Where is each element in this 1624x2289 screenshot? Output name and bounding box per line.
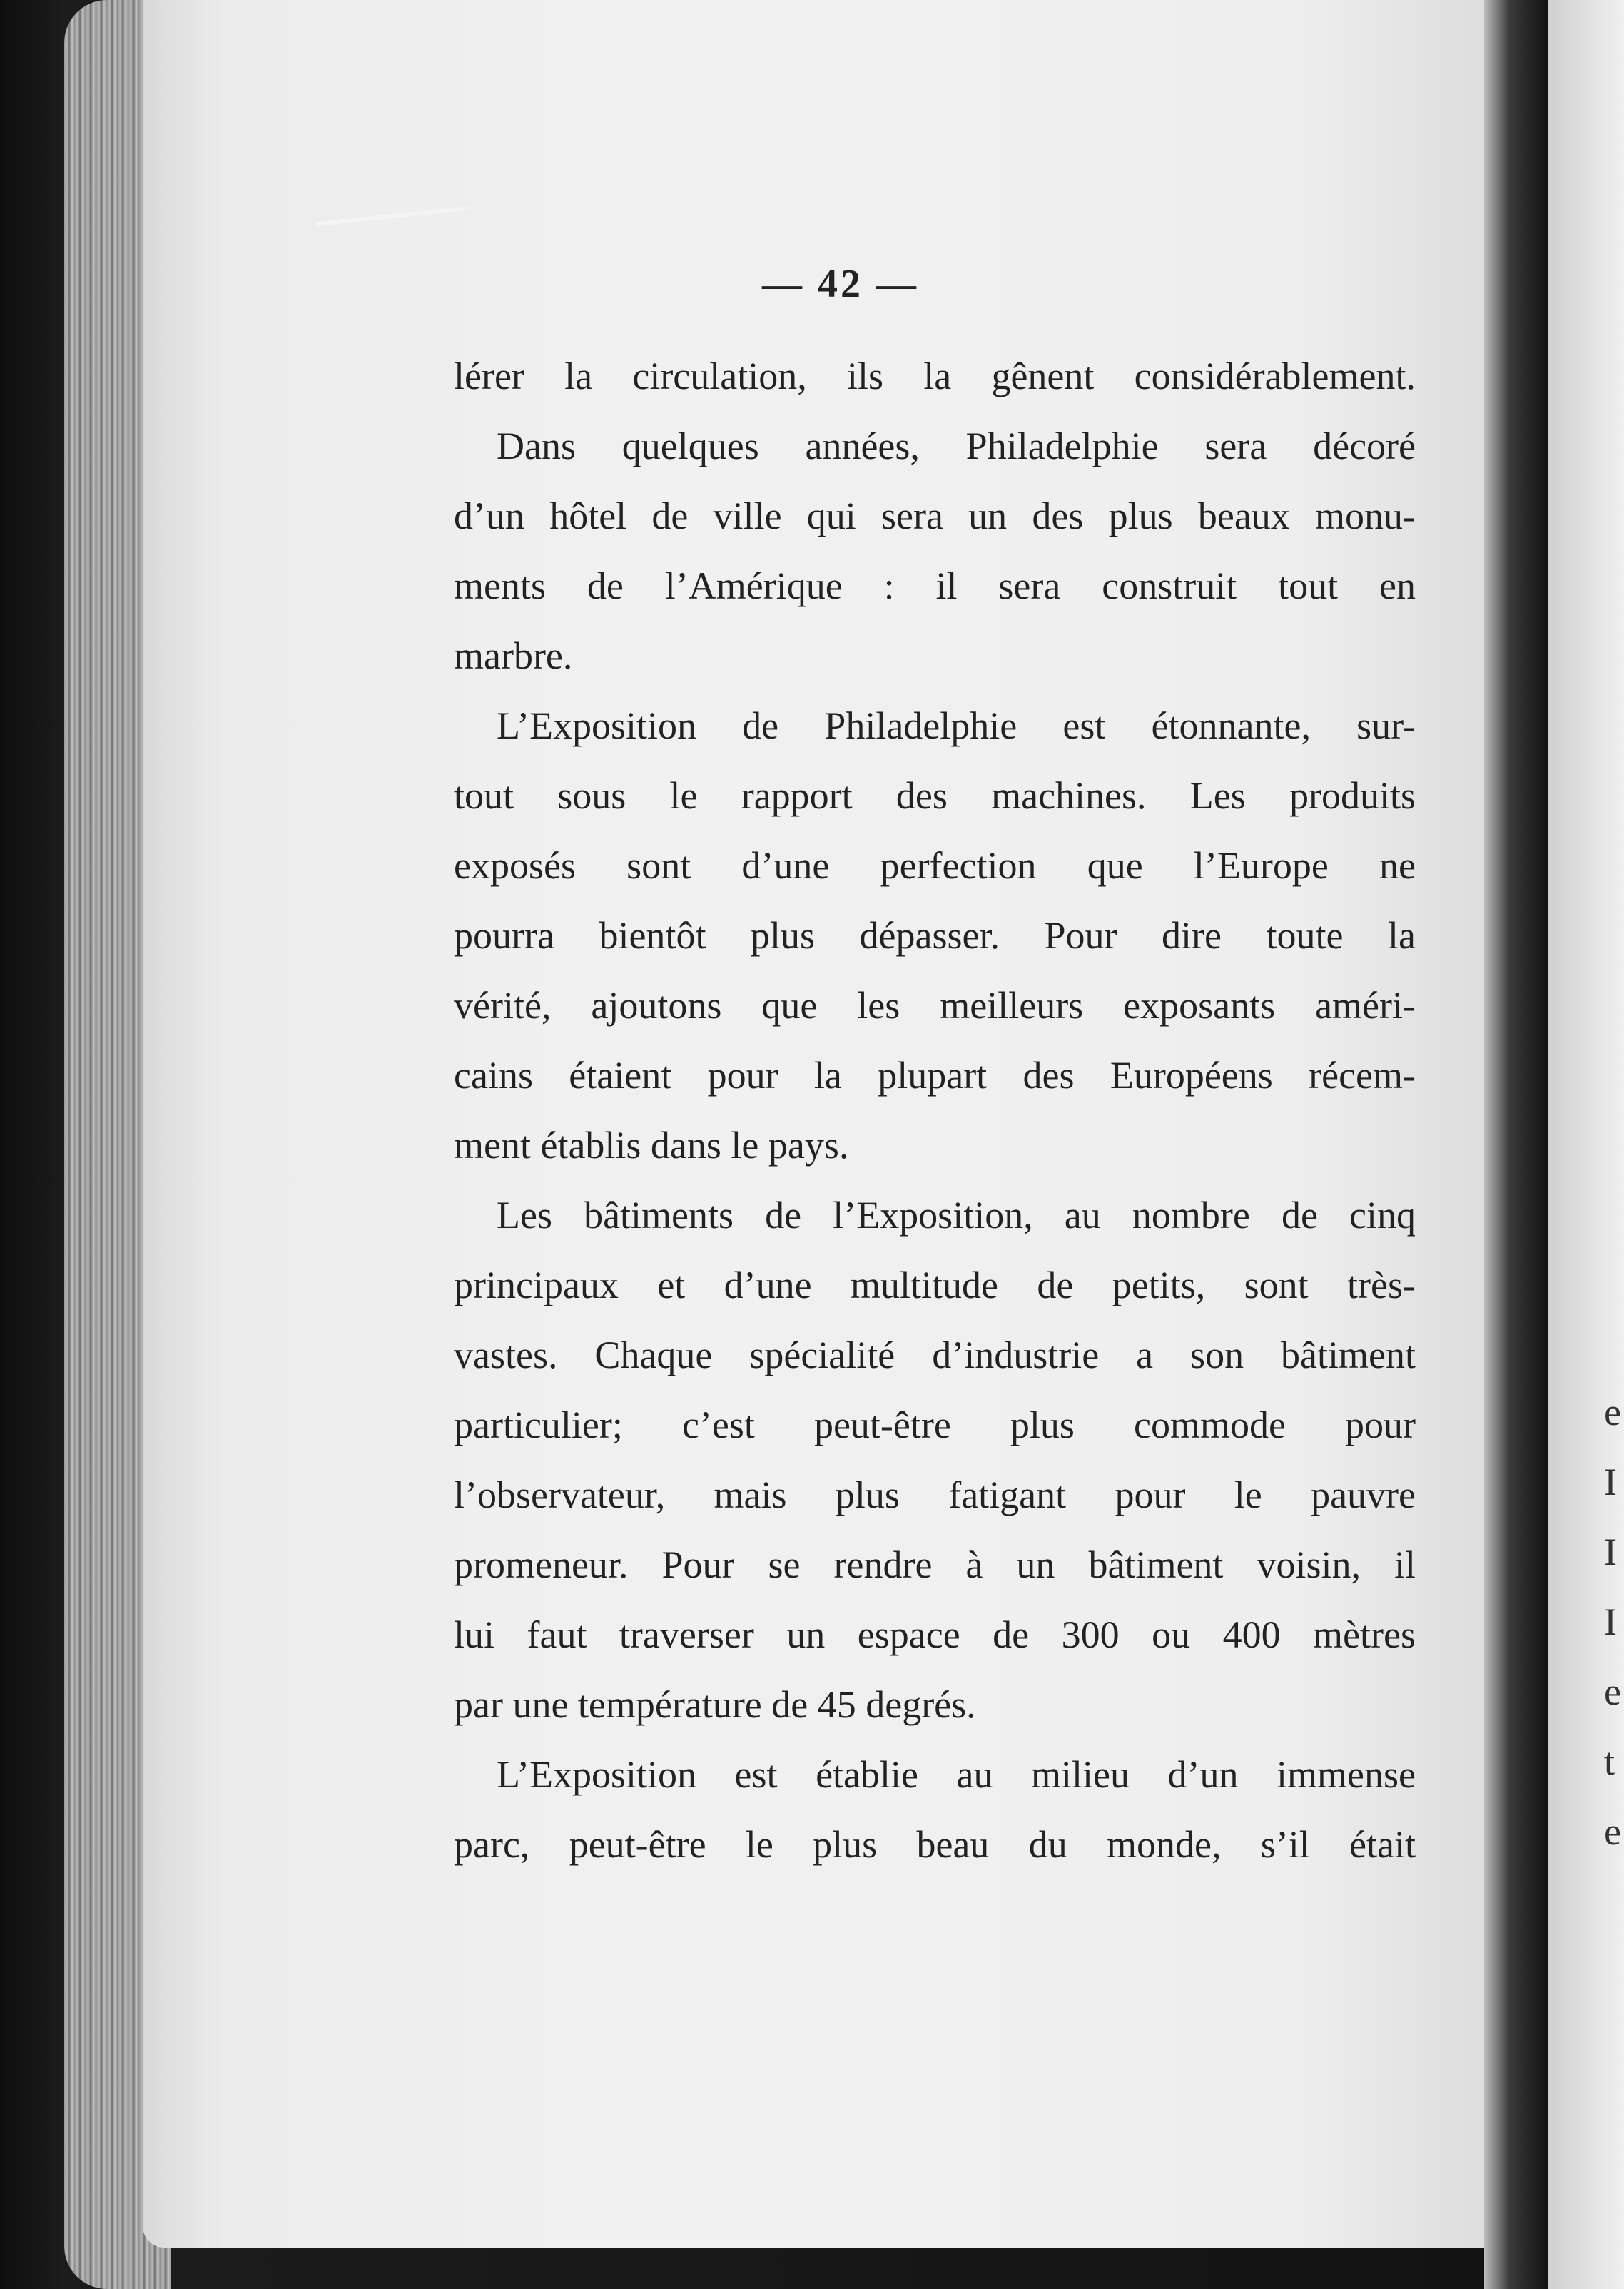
body-text [454,341,1416,1879]
text-line: pourra bientôt plus dépasser. Pour dire toute la [454,914,1416,957]
text-line: ments de l’Amérique : il sera construit tout en [454,564,1416,607]
text-line: Les bâtiments de l’Exposition, au nombre de cinq [497,1194,1416,1237]
text-line: marbre. [454,634,573,677]
page-number: — 42 — [762,262,919,306]
text-line: L’Exposition de Philadelphie est étonnante, sur- [497,704,1416,747]
facing-letter: I [1604,1461,1617,1503]
book-gutter [1484,0,1548,2289]
text-line: par une température de 45 degrés. [454,1683,976,1726]
text-line: vastes. Chaque spécialité d’industrie a son bâtiment [454,1334,1416,1376]
text-line: Dans quelques années, Philadelphie sera décoré [497,425,1416,467]
text-line: l’observateur, mais plus fatigant pour le pauvre [454,1473,1416,1516]
text-line: promeneur. Pour se rendre à un bâtiment voisin, il [454,1543,1416,1586]
facing-letter: t [1604,1740,1615,1783]
facing-letter: e [1604,1670,1621,1713]
text-line: lui faut traverser un espace de 300 ou 400 mètres [454,1613,1416,1656]
text-line: lérer la circulation, ils la gênent considérablement. [454,355,1416,397]
text-line: L’Exposition est établie au milieu d’un immense [497,1753,1416,1796]
facing-letter: e [1604,1391,1621,1433]
facing-letter: I [1604,1531,1617,1573]
text-line: principaux et d’une multitude de petits, sont très- [454,1264,1416,1306]
text-line: vérité, ajoutons que les meilleurs exposants améri- [454,984,1416,1027]
text-line: particulier; c’est peut-être plus commode pour [454,1404,1416,1446]
text-line: parc, peut-être le plus beau du monde, s’il était [454,1823,1416,1866]
facing-letter: e [1604,1810,1621,1853]
text-line: d’un hôtel de ville qui sera un des plus beaux monu- [454,494,1416,537]
facing-letter: I [1604,1600,1617,1643]
text-line: cains étaient pour la plupart des Européens récem- [454,1054,1416,1097]
facing-page-letters [1604,1377,1624,1867]
facing-page [1548,0,1624,2289]
text-line: exposés sont d’une perfection que l’Europe ne [454,844,1416,887]
text-line: ment établis dans le pays. [454,1124,849,1167]
text-line: tout sous le rapport des machines. Les produits [454,774,1416,817]
